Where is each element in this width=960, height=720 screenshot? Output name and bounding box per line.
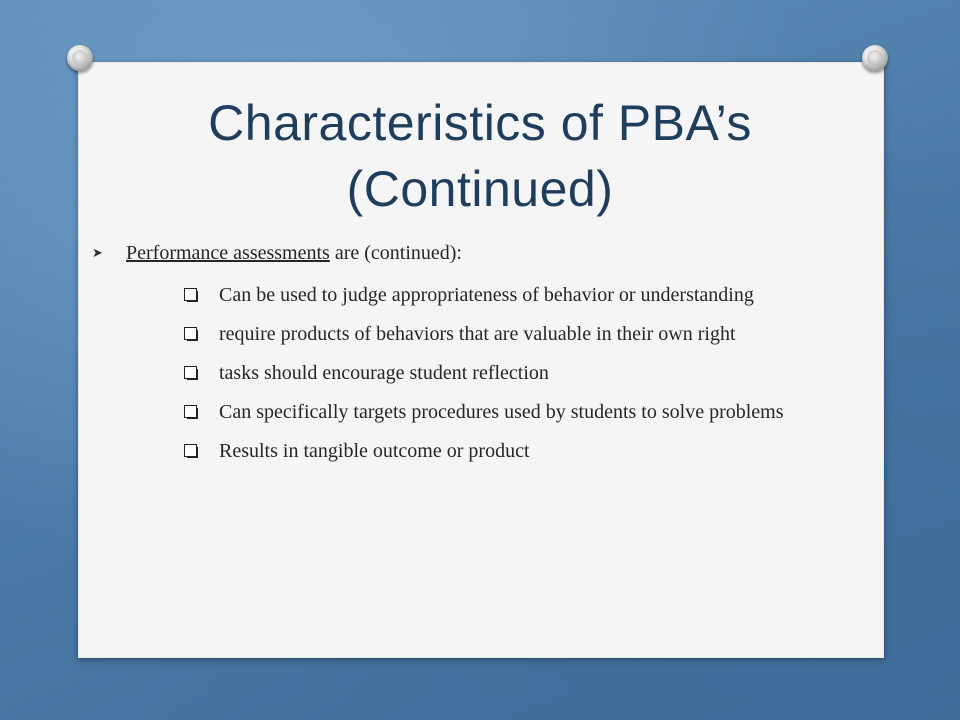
list-item (184, 358, 852, 388)
lead-underlined-term: Performance assessments (126, 242, 330, 264)
checkbox-bullet-icon (184, 444, 201, 457)
list-item (184, 436, 852, 466)
checkbox-bullet-icon (184, 288, 201, 301)
checkbox-bullet-icon (184, 405, 201, 418)
title-line-2: (Continued) (346, 161, 614, 217)
checkbox-bullet-icon (184, 366, 201, 379)
title-line-1: Characteristics of PBA’s (208, 95, 752, 151)
list-item-text: Can be used to judge appropriateness of behavior or understanding (219, 284, 754, 306)
list-item-text: Can specifically targets procedures used by students to solve problems (219, 401, 784, 423)
checkbox-bullet-icon (184, 327, 201, 340)
pushpin-right-icon (862, 45, 888, 71)
slide-title (0, 90, 960, 222)
sub-bullet-list (92, 280, 852, 466)
list-item (184, 280, 852, 310)
slide-body (92, 238, 852, 475)
lead-text (126, 238, 462, 268)
arrowhead-bullet-icon: ➤ (92, 245, 103, 260)
list-item-text: Results in tangible outcome or product (219, 440, 530, 462)
list-item (184, 397, 852, 427)
list-item-text: tasks should encourage student reflection (219, 362, 549, 384)
lead-bullet (92, 238, 852, 268)
lead-rest: are (continued): (329, 242, 462, 264)
list-item (184, 319, 852, 349)
pushpin-left-icon (67, 45, 93, 71)
list-item-text: require products of behaviors that are valuable in their own right (219, 323, 736, 345)
